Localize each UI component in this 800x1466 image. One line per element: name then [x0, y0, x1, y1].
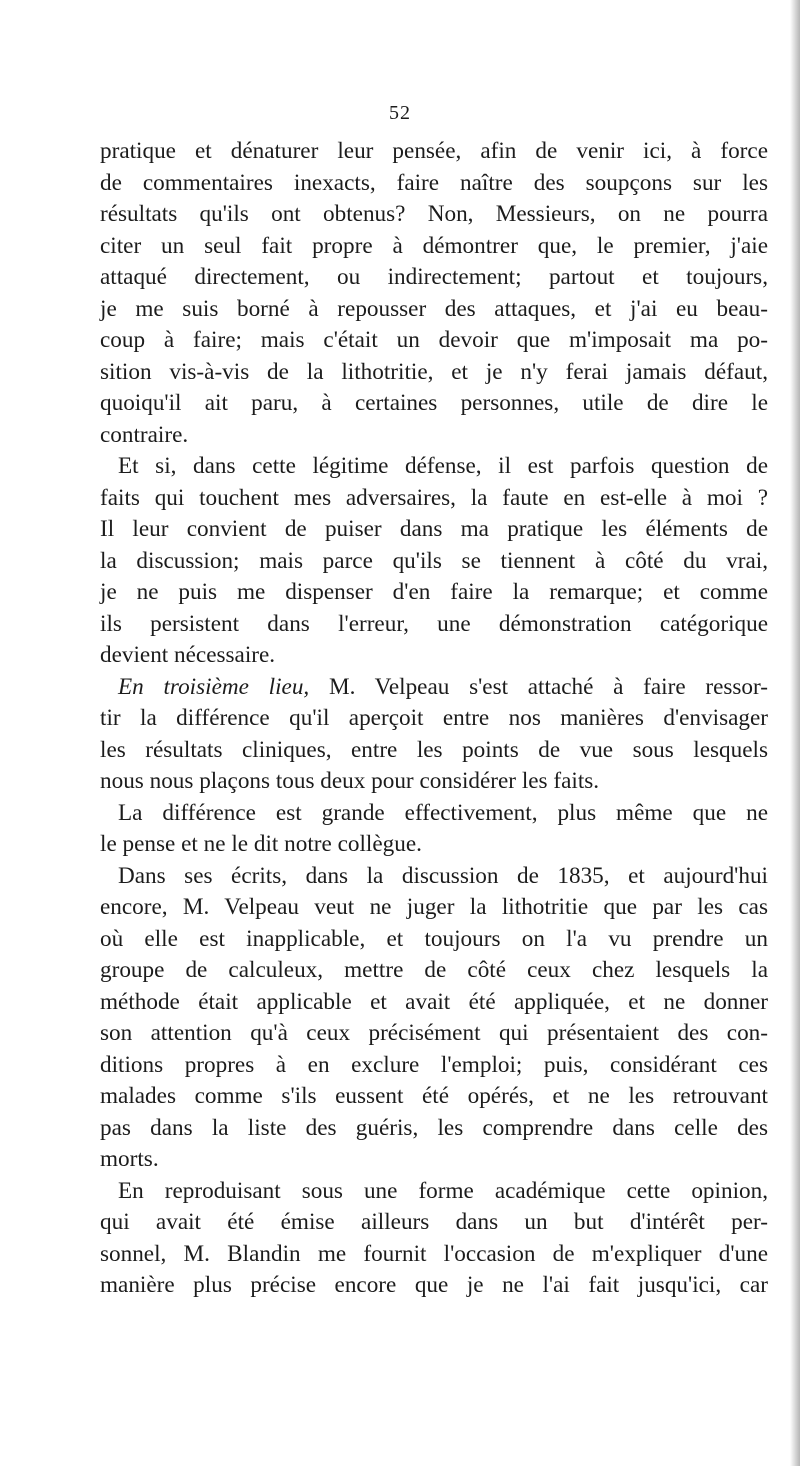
text-line: son attention qu'à ceux précisément qui présentaient des con-: [100, 1020, 768, 1046]
text-line: coup à faire; mais c'était un devoir que m'imposait ma po-: [100, 327, 768, 353]
text-line: qui avait été émise ailleurs dans un but d'intérêt per-: [100, 1209, 768, 1235]
text-line: groupe de calculeux, mettre de côté ceux chez lesquels la: [100, 957, 768, 983]
text-line: où elle est inapplicable, et toujours on l'a vu prendre un: [100, 925, 768, 952]
text-line: sonnel, M. Blandin me fournit l'occasion de m'expliquer d'une: [100, 1240, 768, 1267]
text-line: faits qui touchent mes adversaires, la faute en est-elle à moi ?: [100, 484, 768, 511]
page-edge-shadow: [790, 0, 800, 1466]
page-number: 52: [389, 102, 411, 124]
text-line: La différence est grande effectivement, plus même que ne: [118, 799, 768, 826]
text-line: morts.: [100, 1146, 159, 1172]
text-line-rest: M. Velpeau s'est attaché à faire ressor-: [309, 673, 768, 700]
text-line: les résultats cliniques, entre les points de vue sous lesquels: [100, 736, 768, 763]
text-line: [100, 672, 768, 704]
text-line: sition vis-à-vis de la lithotritie, et je n'y ferai jamais défaut,: [100, 358, 768, 385]
text-line: En reproduisant sous une forme académique cette opinion,: [118, 1177, 768, 1204]
body-text: [100, 136, 768, 1302]
text-line: Il leur convient de puiser dans ma pratique les éléments de: [100, 516, 768, 542]
italic-phrase: En troisième lieu,: [118, 673, 310, 700]
text-line: pas dans la liste des guéris, les comprendre dans celle des: [100, 1114, 768, 1141]
text-line: contraire.: [100, 421, 189, 448]
text-line: quoiqu'il ait paru, à certaines personnes, utile de dire le: [100, 390, 768, 416]
text-line: tir la différence qu'il aperçoit entre nos manières d'envisager: [100, 705, 768, 731]
text-line: devient nécessaire.: [100, 642, 276, 668]
text-line: le pense et ne le dit notre collègue.: [100, 831, 422, 857]
text-line: de commentaires inexacts, faire naître des soupçons sur les: [100, 169, 768, 196]
text-line: attaqué directement, ou indirectement; partout et toujours,: [100, 264, 768, 290]
text-line: encore, M. Velpeau veut ne juger la lithotritie que par les cas: [100, 894, 768, 920]
text-line: je me suis borné à repousser des attaques, et j'ai eu beau-: [100, 295, 768, 322]
text-line: ditions propres à en exclure l'emploi; puis, considérant ces: [100, 1051, 768, 1078]
text-line: méthode était applicable et avait été appliquée, et ne donner: [100, 988, 768, 1015]
text-line: manière plus précise encore que je ne l'ai fait jusqu'ici, car: [100, 1272, 768, 1298]
text-line: ils persistent dans l'erreur, une démonstration catégorique: [100, 610, 768, 637]
text-line: je ne puis me dispenser d'en faire la remarque; et comme: [100, 579, 768, 605]
text-line: Et si, dans cette légitime défense, il est parfois question de: [118, 453, 768, 479]
text-line: la discussion; mais parce qu'ils se tiennent à côté du vrai,: [100, 547, 768, 574]
text-line: pratique et dénaturer leur pensée, afin de venir ici, à force: [100, 138, 768, 164]
text-line: nous nous plaçons tous deux pour considérer les faits.: [100, 768, 600, 794]
text-line: résultats qu'ils ont obtenus? Non, Messieurs, on ne pourra: [100, 201, 768, 227]
text-line: citer un seul fait propre à démontrer que, le premier, j'aie: [100, 232, 768, 259]
text-line: Dans ses écrits, dans la discussion de 1835, et aujourd'hui: [118, 862, 768, 889]
text-line: malades comme s'ils eussent été opérés, et ne les retrouvant: [100, 1083, 768, 1109]
